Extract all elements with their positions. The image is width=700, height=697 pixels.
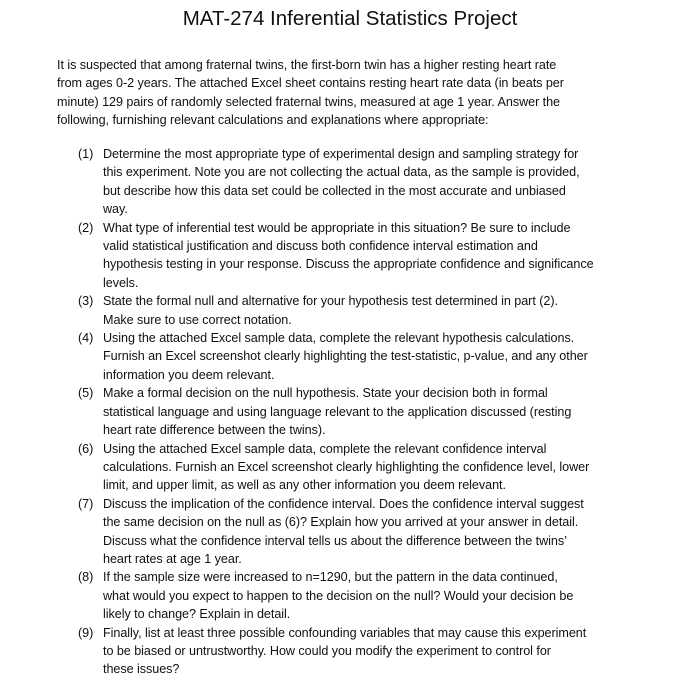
question-text	[103, 292, 700, 329]
question-line: Determine the most appropriate type of experimental design and sampling strategy for	[103, 147, 579, 161]
question-item-9	[0, 624, 700, 679]
question-line: valid statistical justification and discuss both confidence interval estimation and	[103, 239, 538, 254]
question-line: If the sample size were increased to n=1290, but the pattern in the data continued,	[103, 570, 558, 585]
question-line: statistical language and using language relevant to the application discussed (resting	[103, 404, 572, 419]
question-line: the same decision on the null as (6)? Explain how you arrived at your answer in detail.	[103, 515, 579, 530]
question-text	[103, 384, 700, 439]
question-line: Furnish an Excel screenshot clearly highlighting the test-statistic, p-value, and any other	[103, 349, 588, 364]
question-line: limit, and upper limit, as well as any other information you deem relevant.	[103, 478, 506, 493]
question-line: Using the attached Excel sample data, complete the relevant hypothesis calculations.	[103, 331, 575, 346]
question-line: but describe how this data set could be collected in the most accurate and unbiased	[103, 183, 566, 198]
question-line: this experiment. Note you are not collecting the actual data, as the sample is provided,	[103, 165, 580, 180]
question-item-3	[0, 292, 700, 329]
question-line: State the formal null and alternative for your hypothesis test determined in part (2).	[103, 294, 558, 309]
question-text	[103, 329, 700, 384]
question-list	[0, 145, 700, 679]
question-text	[103, 624, 700, 679]
question-item-5	[0, 384, 700, 439]
question-line: to be biased or untrustworthy. How could you modify the experiment to control for	[103, 643, 551, 658]
question-item-8	[0, 568, 700, 623]
question-line: Finally, list at least three possible confounding variables that may cause this experiment	[103, 625, 587, 640]
question-item-4	[0, 329, 700, 384]
question-text	[103, 219, 700, 293]
question-line: way.	[103, 202, 128, 217]
question-number: (2)	[78, 220, 94, 235]
question-line: heart rate difference between the twins).	[103, 423, 326, 438]
question-line: What type of inferential test would be appropriate in this situation? Be sure to include	[103, 220, 571, 235]
question-text	[103, 440, 700, 495]
question-number: (8)	[78, 570, 94, 585]
question-item-7	[0, 495, 700, 569]
question-line: likely to change? Explain in detail.	[103, 607, 291, 622]
question-line: Discuss the implication of the confidence interval. Does the confidence interval suggest	[103, 496, 584, 511]
question-number: (6)	[78, 441, 94, 456]
question-number: (5)	[78, 386, 94, 401]
question-line: heart rates at age 1 year.	[103, 551, 242, 566]
question-item-2	[0, 219, 700, 293]
question-line: levels.	[103, 275, 139, 290]
intro-line: from ages 0-2 years. The attached Excel sheet contains resting heart rate data (in beats per	[57, 76, 564, 91]
intro-line: It is suspected that among fraternal twins, the first-born twin has a higher resting heart rate	[57, 58, 557, 72]
question-line: these issues?	[103, 662, 180, 677]
question-number: (7)	[78, 496, 94, 511]
question-number: (1)	[78, 147, 94, 161]
question-line: Using the attached Excel sample data, complete the relevant confidence interval	[103, 441, 547, 456]
question-number: (4)	[78, 331, 94, 346]
intro-line: minute) 129 pairs of randomly selected fraternal twins, measured at age 1 year. Answer the	[57, 94, 561, 109]
question-line: Make a formal decision on the null hypothesis. State your decision both in formal	[103, 386, 548, 401]
question-line: calculations. Furnish an Excel screenshot clearly highlighting the confidence level, lower	[103, 459, 590, 474]
intro-line: following, furnishing relevant calculations and explanations where appropriate:	[57, 113, 489, 128]
question-line: Make sure to use correct notation.	[103, 312, 292, 327]
question-line: what would you expect to happen to the decision on the null? Would your decision be	[103, 588, 574, 603]
question-text	[103, 145, 700, 219]
question-line: information you deem relevant.	[103, 367, 275, 382]
question-text	[103, 568, 700, 623]
question-line: Discuss what the confidence interval tells us about the difference between the twins’	[103, 533, 567, 548]
page-title: MAT-274 Inferential Statistics Project	[182, 7, 518, 30]
question-item-1	[0, 145, 700, 219]
question-number: (9)	[78, 625, 94, 640]
question-line: hypothesis testing in your response. Discuss the appropriate confidence and significance	[103, 257, 594, 272]
question-text	[103, 495, 700, 569]
question-number: (3)	[78, 294, 94, 309]
question-item-6	[0, 440, 700, 495]
intro-paragraph	[57, 56, 657, 130]
